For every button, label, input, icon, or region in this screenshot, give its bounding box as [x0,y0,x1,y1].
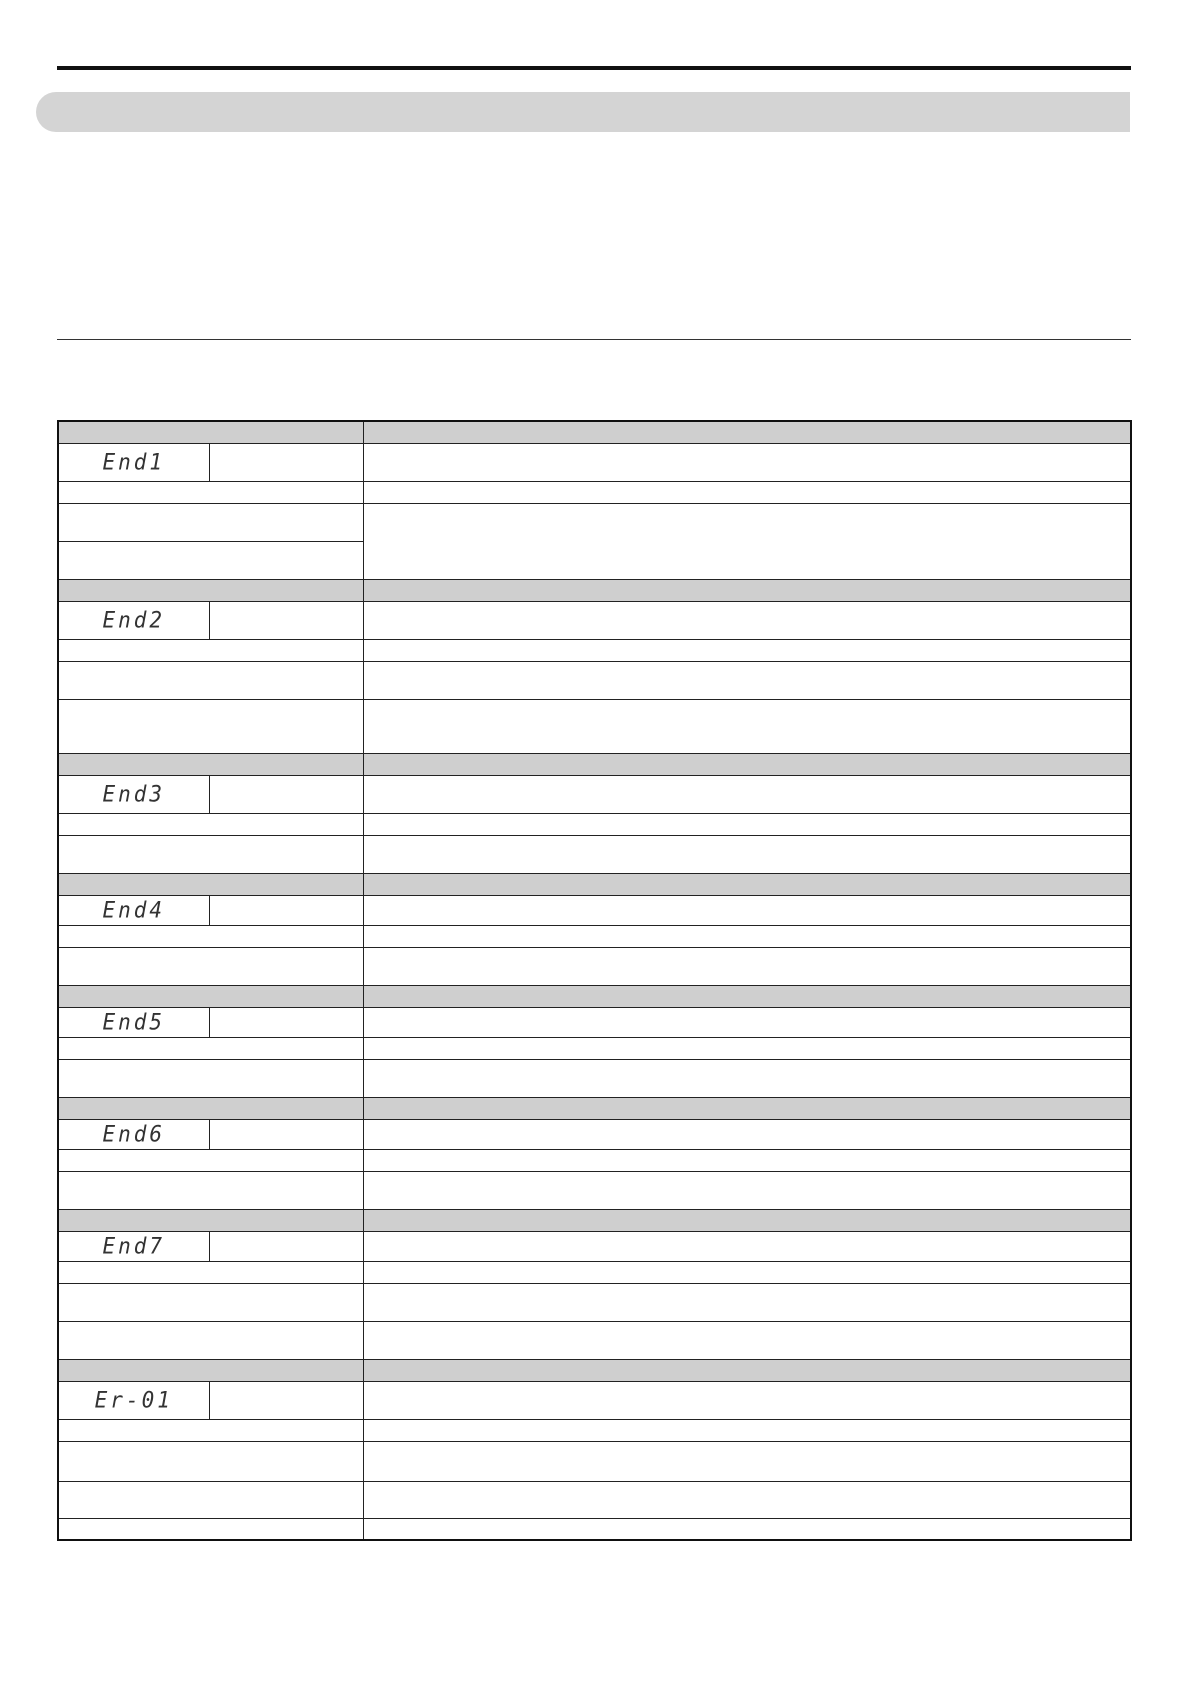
header-cell-right [363,1359,1131,1381]
code-row [58,1119,1131,1149]
detail-row [58,1419,1131,1441]
detail-row [58,1321,1131,1359]
code-description-cell [363,1381,1131,1419]
detail-label-cell [58,925,363,947]
display-code: End6 [102,1121,166,1147]
code-description-cell [363,1119,1131,1149]
detail-row [58,947,1131,985]
display-code: End7 [102,1233,166,1259]
detail-label-cell [58,699,363,753]
detail-text-cell [363,1059,1131,1097]
header-cell-left [58,1097,363,1119]
detail-text-cell [363,639,1131,661]
header-cell-left [58,873,363,895]
error-code-table [57,420,1132,1541]
display-code: Er-01 [94,1387,173,1413]
detail-text-cell [363,1283,1131,1321]
display-code: End1 [102,449,166,475]
code-name-cell [209,443,363,481]
detail-label-cell [58,481,363,503]
display-code-cell [58,443,209,481]
detail-text-cell [363,1419,1131,1441]
detail-label-cell [58,661,363,699]
intro-text-area [57,150,1131,330]
detail-row [58,835,1131,873]
detail-text-cell [363,1518,1131,1540]
group-header-row [58,873,1131,895]
detail-row [58,1059,1131,1097]
detail-text-cell [363,1481,1131,1518]
header-cell-right [363,421,1131,443]
code-name-cell [209,1381,363,1419]
detail-text-cell [363,925,1131,947]
display-code: End2 [102,607,166,633]
detail-row [58,1037,1131,1059]
code-description-cell [363,775,1131,813]
code-name-cell [209,895,363,925]
code-description-cell [363,895,1131,925]
header-cell-left [58,753,363,775]
code-name-cell [209,1119,363,1149]
display-code: End4 [102,897,166,923]
detail-label-cell [58,1441,363,1481]
detail-row [58,699,1131,753]
group-header-row [58,985,1131,1007]
detail-row [58,639,1131,661]
detail-row [58,1283,1131,1321]
group-header-row [58,579,1131,601]
detail-text-cell [363,1441,1131,1481]
header-cell-right [363,873,1131,895]
detail-label-cell [58,1037,363,1059]
display-code-cell [58,775,209,813]
detail-text-cell [363,503,1131,579]
detail-row [58,1481,1131,1518]
detail-label-cell [58,1149,363,1171]
detail-row [58,813,1131,835]
detail-label-cell [58,1059,363,1097]
code-row [58,1381,1131,1419]
code-description-cell [363,443,1131,481]
detail-text-cell [363,1321,1131,1359]
display-code-cell [58,1381,209,1419]
detail-label-cell [58,639,363,661]
header-cell-left [58,985,363,1007]
header-cell-right [363,985,1131,1007]
detail-text-cell [363,947,1131,985]
header-cell-right [363,1209,1131,1231]
display-code-cell [58,1231,209,1261]
detail-text-cell [363,1261,1131,1283]
detail-label-cell [58,1261,363,1283]
detail-text-cell [363,1171,1131,1209]
detail-row [58,503,1131,541]
code-description-cell [363,1231,1131,1261]
display-code-cell [58,1007,209,1037]
code-row [58,1007,1131,1037]
group-header-row [58,1359,1131,1381]
detail-text-cell [363,481,1131,503]
header-cell-left [58,579,363,601]
detail-label-cell [58,947,363,985]
header-cell-right [363,753,1131,775]
header-cell-left [58,421,363,443]
detail-text-cell [363,699,1131,753]
detail-label-cell [58,1321,363,1359]
group-header-row [58,753,1131,775]
detail-label-cell [58,541,363,579]
detail-row [58,1518,1131,1540]
detail-label-cell [58,1518,363,1540]
detail-text-cell [363,1037,1131,1059]
group-header-row [58,1097,1131,1119]
detail-row [58,1441,1131,1481]
header-cell-left [58,1359,363,1381]
code-name-cell [209,1231,363,1261]
group-header-row [58,421,1131,443]
code-row [58,775,1131,813]
display-code: End3 [102,781,166,807]
detail-text-cell [363,1149,1131,1171]
code-description-cell [363,601,1131,639]
detail-label-cell [58,503,363,541]
group-header-row [58,1209,1131,1231]
detail-label-cell [58,1481,363,1518]
detail-label-cell [58,1283,363,1321]
header-cell-right [363,579,1131,601]
code-row [58,601,1131,639]
detail-label-cell [58,835,363,873]
header-cell-left [58,1209,363,1231]
code-name-cell [209,1007,363,1037]
code-row [58,1231,1131,1261]
detail-text-cell [363,661,1131,699]
section-title-bar [36,92,1130,132]
section-divider [57,339,1131,340]
header-rule [57,66,1131,70]
code-row [58,895,1131,925]
detail-row [58,1261,1131,1283]
code-description-cell [363,1007,1131,1037]
detail-row [58,481,1131,503]
detail-row [58,1149,1131,1171]
code-row [58,443,1131,481]
display-code: End5 [102,1009,166,1035]
detail-label-cell [58,1171,363,1209]
header-cell-right [363,1097,1131,1119]
display-code-cell [58,895,209,925]
detail-row [58,925,1131,947]
display-code-cell [58,601,209,639]
code-name-cell [209,775,363,813]
code-name-cell [209,601,363,639]
detail-text-cell [363,813,1131,835]
detail-row [58,661,1131,699]
detail-row [58,1171,1131,1209]
detail-label-cell [58,1419,363,1441]
detail-label-cell [58,813,363,835]
detail-text-cell [363,835,1131,873]
display-code-cell [58,1119,209,1149]
